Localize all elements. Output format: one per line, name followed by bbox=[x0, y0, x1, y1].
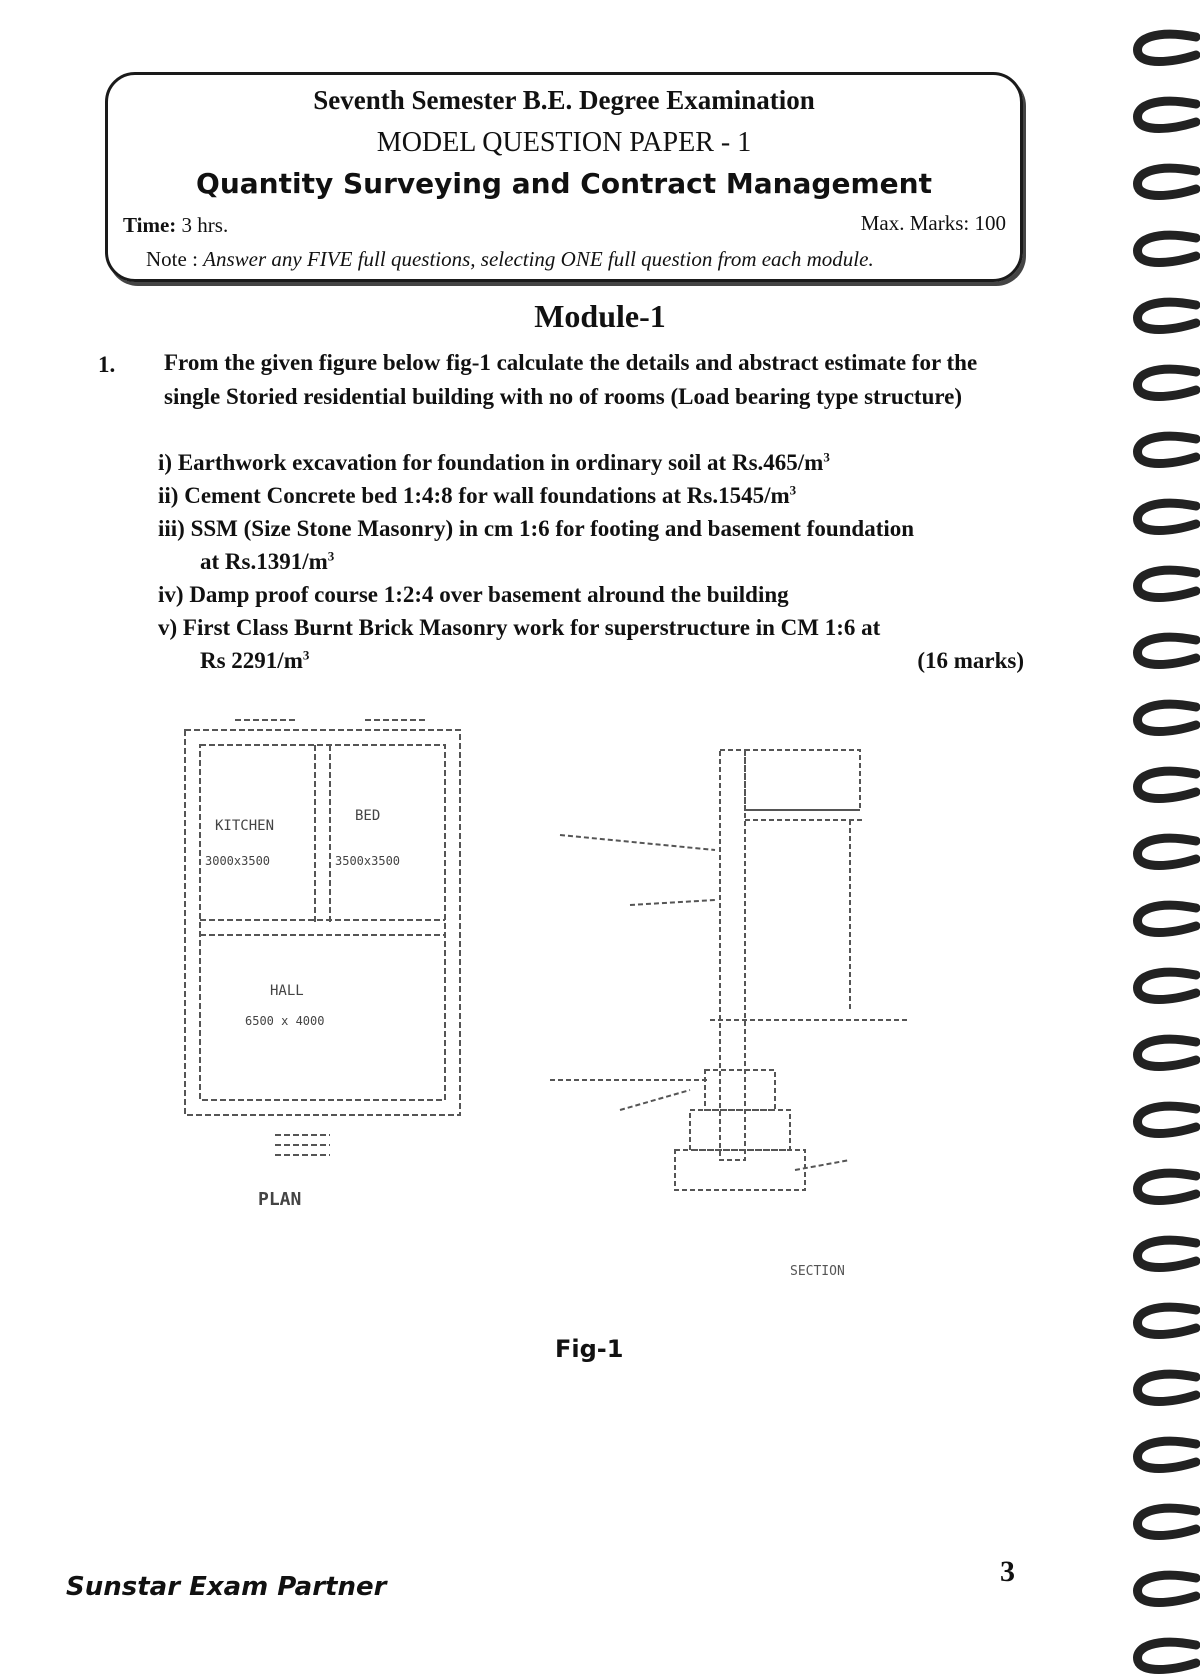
question-marks: (16 marks) bbox=[917, 648, 1024, 673]
coil-ring bbox=[1138, 302, 1196, 329]
list-item bbox=[158, 512, 1024, 578]
coil-ring bbox=[1138, 1508, 1196, 1535]
plan-walls bbox=[185, 720, 460, 1155]
question-text: From the given figure below fig-1 calculate the details and abstract estimate for the single Storied residential building with no of rooms (Load bearing type structure) bbox=[164, 350, 978, 409]
time-value: 3 hrs. bbox=[181, 213, 229, 237]
superscript: 3 bbox=[302, 647, 310, 663]
item-continuation: Rs 2291/m bbox=[200, 648, 303, 673]
instructions-note bbox=[146, 247, 874, 272]
kitchen-size: 3000x3500 bbox=[205, 854, 271, 868]
kitchen-label: KITCHEN bbox=[215, 818, 275, 834]
item-label: v) bbox=[158, 615, 178, 640]
coil-ring bbox=[1138, 704, 1196, 731]
figure-1 bbox=[150, 690, 1020, 1340]
coil-ring bbox=[1138, 1642, 1196, 1669]
paper-title: MODEL QUESTION PAPER - 1 bbox=[376, 127, 752, 158]
hall-size: 6500 x 4000 bbox=[245, 1014, 325, 1028]
superscript: 3 bbox=[327, 548, 335, 564]
plan-annotations bbox=[205, 808, 400, 1210]
coil-ring bbox=[1138, 1575, 1196, 1602]
coil-ring bbox=[1138, 101, 1196, 128]
spiral-binding bbox=[1116, 0, 1200, 1676]
coil-ring bbox=[1138, 905, 1196, 932]
bed-size: 3500x3500 bbox=[335, 854, 401, 868]
coil-ring bbox=[1138, 1240, 1196, 1267]
time-allowed bbox=[123, 213, 228, 238]
coil-ring bbox=[1138, 1441, 1196, 1468]
coil-ring bbox=[1138, 637, 1196, 664]
module-heading: Module-1 bbox=[534, 298, 666, 334]
coil-ring bbox=[1138, 1039, 1196, 1066]
item-continuation: at Rs.1391/m bbox=[200, 549, 328, 574]
coil-ring bbox=[1138, 369, 1196, 396]
max-marks: Max. Marks: 100 bbox=[860, 211, 1006, 235]
coil-ring bbox=[1138, 168, 1196, 195]
plan-label: PLAN bbox=[258, 1189, 302, 1210]
note-label: Note : bbox=[146, 247, 198, 271]
section-annotations bbox=[790, 1264, 845, 1279]
coil-ring bbox=[1138, 771, 1196, 798]
bed-label: BED bbox=[355, 808, 381, 824]
item-text: Earthwork excavation for foundation in ordinary soil at Rs.465/m bbox=[177, 450, 824, 475]
list-item bbox=[158, 611, 1024, 677]
coil-ring bbox=[1138, 1374, 1196, 1401]
hall-label: HALL bbox=[270, 983, 304, 999]
coil-ring bbox=[1138, 436, 1196, 463]
page-number: 3 bbox=[1000, 1555, 1015, 1588]
question-number: 1. bbox=[98, 352, 116, 377]
item-text: SSM (Size Stone Masonry) in cm 1:6 for footing and basement foundation bbox=[190, 516, 915, 541]
coil-ring bbox=[1138, 1106, 1196, 1133]
section-outline bbox=[550, 750, 910, 1190]
list-item bbox=[158, 479, 1024, 512]
item-text: First Class Burnt Brick Masonry work for superstructure in CM 1:6 at bbox=[182, 615, 881, 640]
coil-ring bbox=[1138, 838, 1196, 865]
subject-title: Quantity Surveying and Contract Management bbox=[196, 167, 932, 200]
coil-ring bbox=[1138, 1173, 1196, 1200]
figure-caption: Fig-1 bbox=[555, 1335, 624, 1363]
item-label: i) bbox=[158, 450, 173, 475]
item-label: iv) bbox=[158, 582, 184, 607]
section-label: SECTION bbox=[790, 1264, 845, 1279]
item-text: Cement Concrete bed 1:4:8 for wall foundations at Rs.1545/m bbox=[184, 483, 790, 508]
paper-header-box bbox=[105, 72, 1023, 282]
superscript: 3 bbox=[823, 449, 830, 465]
coil-ring bbox=[1138, 503, 1196, 530]
building-drawing bbox=[150, 690, 1020, 1340]
item-label: ii) bbox=[158, 483, 179, 508]
list-item bbox=[158, 446, 1024, 479]
coil-ring bbox=[1138, 235, 1196, 262]
list-item bbox=[158, 578, 1024, 611]
coil-ring bbox=[1138, 972, 1196, 999]
superscript: 3 bbox=[789, 482, 797, 498]
exam-title: Seventh Semester B.E. Degree Examination bbox=[313, 85, 815, 115]
time-label: Time: bbox=[123, 213, 177, 237]
note-text: Answer any FIVE full questions, selecting ONE full question from each module. bbox=[203, 247, 874, 271]
item-text: Damp proof course 1:2:4 over basement alround the building bbox=[189, 582, 789, 607]
binding-coils bbox=[1138, 34, 1196, 1669]
publisher-brand: Sunstar Exam Partner bbox=[66, 1572, 387, 1602]
coil-ring bbox=[1138, 1307, 1196, 1334]
question-items bbox=[158, 446, 1024, 677]
item-label: iii) bbox=[158, 516, 185, 541]
coil-ring bbox=[1138, 570, 1196, 597]
coil-ring bbox=[1138, 34, 1196, 61]
